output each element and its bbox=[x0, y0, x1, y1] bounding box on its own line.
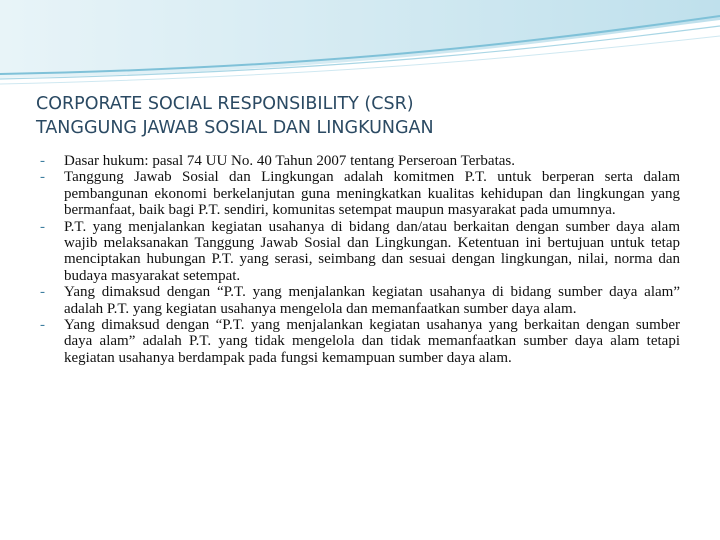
bullet-text: Tanggung Jawab Sosial dan Lingkungan adalah komitmen P.T. untuk berperan serta dalam pembangunan ekonomi berkelanjutan guna meningkatkan kualitas kehidupan dan lingkungan yang bermanfaat, baik bagi P.T. sendiri, komunitas setempat maupun masyarakat pada umumnya. bbox=[64, 169, 680, 219]
bullet-item bbox=[40, 317, 680, 366]
slide-title bbox=[36, 92, 696, 140]
slide-title-line-1: CORPORATE SOCIAL RESPONSIBILITY (CSR) bbox=[36, 94, 414, 114]
bullet-item bbox=[40, 169, 680, 218]
dash-bullet-icon: - bbox=[40, 218, 45, 235]
bullet-text: Yang dimaksud dengan “P.T. yang menjalankan kegiatan usahanya di bidang sumber daya alam” adalah P.T. yang kegiatan usahanya mengelola dan memanfaatkan sumber daya alam. bbox=[64, 284, 680, 317]
header-wave-decoration bbox=[0, 0, 720, 90]
dash-bullet-icon: - bbox=[40, 169, 45, 186]
dash-bullet-icon: - bbox=[40, 284, 45, 301]
dash-bullet-icon: - bbox=[40, 153, 45, 169]
bullet-item bbox=[40, 153, 680, 169]
dash-bullet-icon: - bbox=[40, 317, 45, 334]
bullet-list bbox=[40, 153, 680, 366]
bullet-item bbox=[40, 284, 680, 317]
bullet-item bbox=[40, 219, 680, 285]
bullet-text: P.T. yang menjalankan kegiatan usahanya di bidang dan/atau berkaitan dengan sumber daya alam wajib melaksanakan Tanggung Jawab Sosial dan Lingkungan. Ketentuan ini bertujuan untuk tetap menciptakan hubungan P.T. yang serasi, seimbang dan sesuai dengan lingkungan, nilai, norma dan budaya masyarakat setempat. bbox=[64, 218, 680, 284]
slide-title-line-2: TANGGUNG JAWAB SOSIAL DAN LINGKUNGAN bbox=[36, 118, 434, 138]
bullet-text: Yang dimaksud dengan “P.T. yang menjalankan kegiatan usahanya yang berkaitan dengan sumber daya alam” adalah P.T. yang tidak mengelola dan tidak memanfaatkan sumber daya alam tetapi kegiatan usahanya berdampak pada fungsi kemampuan sumber daya alam. bbox=[64, 317, 680, 366]
bullet-text: Dasar hukum: pasal 74 UU No. 40 Tahun 2007 tentang Perseroan Terbatas. bbox=[64, 153, 515, 169]
